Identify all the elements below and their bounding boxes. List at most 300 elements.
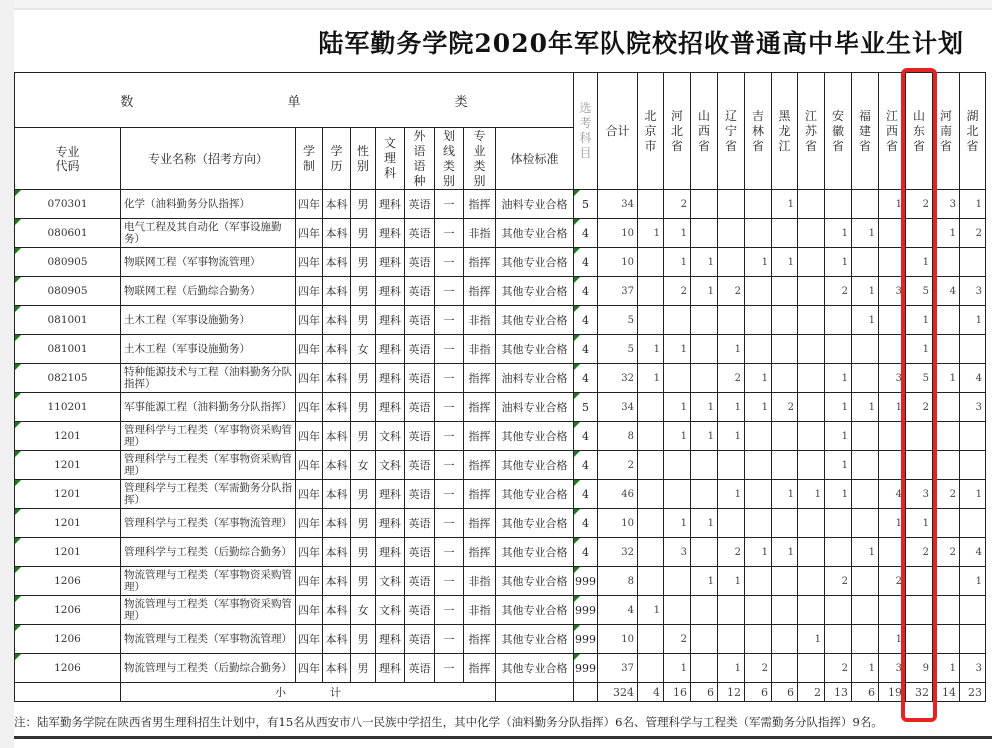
- header-xingbie: 性别: [351, 128, 376, 190]
- table-row: [15, 335, 986, 364]
- province-count-cell: 1: [906, 248, 933, 277]
- xueli-cell: 本科: [323, 248, 351, 277]
- province-count-cell: 1: [638, 364, 664, 393]
- huaxian-cell: 一: [435, 625, 464, 654]
- table-row: [15, 393, 986, 422]
- province-count-cell: [879, 219, 906, 248]
- zhuanye-cell: 非指: [464, 596, 496, 625]
- huaxian-cell: 一: [435, 480, 464, 509]
- header-province-hebei: 河北省: [664, 73, 691, 190]
- province-count-cell: [718, 190, 745, 219]
- subtotal-label: 小 计: [121, 683, 496, 702]
- subtotal-blank: [15, 683, 121, 702]
- zhuanye-cell: 指挥: [464, 364, 496, 393]
- province-count-cell: [825, 335, 852, 364]
- province-count-cell: 1: [664, 335, 691, 364]
- waiyu-cell: 英语: [405, 625, 435, 654]
- xingbie-cell: 男: [351, 364, 376, 393]
- code-cell: 081001: [15, 335, 121, 364]
- huaxian-cell: 一: [435, 567, 464, 596]
- province-count-cell: [852, 567, 879, 596]
- province-count-cell: [638, 422, 664, 451]
- province-count-cell: 3: [664, 538, 691, 567]
- xuezhi-cell: 四年: [296, 654, 323, 683]
- tijian-cell: 油料专业合格: [496, 190, 574, 219]
- huaxian-cell: 一: [435, 654, 464, 683]
- total-cell: 10: [598, 219, 638, 248]
- province-count-cell: [638, 393, 664, 422]
- total-cell: 2: [598, 451, 638, 480]
- province-count-cell: 1: [638, 596, 664, 625]
- xuankao-cell: 5: [574, 393, 598, 422]
- wenli-cell: 文科: [376, 596, 405, 625]
- waiyu-cell: 英语: [405, 538, 435, 567]
- code-cell: 081001: [15, 306, 121, 335]
- province-count-cell: [638, 654, 664, 683]
- waiyu-cell: 英语: [405, 248, 435, 277]
- xuezhi-cell: 四年: [296, 596, 323, 625]
- province-count-cell: 1: [745, 393, 772, 422]
- province-count-cell: [638, 277, 664, 306]
- province-count-cell: 1: [664, 654, 691, 683]
- province-count-cell: [718, 451, 745, 480]
- province-count-cell: 3: [960, 393, 986, 422]
- province-count-cell: 2: [718, 538, 745, 567]
- province-count-cell: [960, 625, 986, 654]
- waiyu-cell: 英语: [405, 422, 435, 451]
- waiyu-cell: 英语: [405, 277, 435, 306]
- code-cell: 1206: [15, 596, 121, 625]
- zhuanye-cell: 非指: [464, 567, 496, 596]
- waiyu-cell: 英语: [405, 654, 435, 683]
- wenli-cell: 理科: [376, 538, 405, 567]
- province-count-cell: 2: [933, 480, 960, 509]
- province-count-cell: 1: [906, 306, 933, 335]
- xueli-cell: 本科: [323, 335, 351, 364]
- province-count-cell: 1: [879, 625, 906, 654]
- province-count-cell: [933, 567, 960, 596]
- province-count-cell: [906, 596, 933, 625]
- province-count-cell: [960, 335, 986, 364]
- xueli-cell: 本科: [323, 190, 351, 219]
- xueli-cell: 本科: [323, 422, 351, 451]
- xuankao-cell: 4: [574, 335, 598, 364]
- subtotal-row: [15, 683, 986, 702]
- province-count-cell: [772, 422, 798, 451]
- subtotal-province-cell: 6: [852, 683, 879, 702]
- province-count-cell: [745, 277, 772, 306]
- table-row: [15, 509, 986, 538]
- tijian-cell: 其他专业合格: [496, 538, 574, 567]
- province-count-cell: 1: [906, 509, 933, 538]
- province-count-cell: 2: [906, 393, 933, 422]
- table-row: [15, 190, 986, 219]
- province-count-cell: 1: [691, 422, 718, 451]
- total-cell: 32: [598, 364, 638, 393]
- province-count-cell: 3: [879, 277, 906, 306]
- province-count-cell: [745, 335, 772, 364]
- subtotal-blank: [574, 683, 598, 702]
- name-cell: 管理科学与工程类（后勤综合勤务）: [121, 538, 296, 567]
- name-cell: 物流管理与工程类（军事物资采购管理）: [121, 596, 296, 625]
- name-cell: 物流管理与工程类（军事物资采购管理）: [121, 567, 296, 596]
- xueli-cell: 本科: [323, 306, 351, 335]
- province-count-cell: [933, 509, 960, 538]
- zhuanye-cell: 指挥: [464, 625, 496, 654]
- province-count-cell: 1: [718, 393, 745, 422]
- province-count-cell: [772, 509, 798, 538]
- name-cell: 物联网工程（军事物流管理）: [121, 248, 296, 277]
- province-count-cell: 1: [691, 277, 718, 306]
- province-count-cell: [798, 364, 825, 393]
- subtotal-province-cell: 23: [960, 683, 986, 702]
- code-cell: 070301: [15, 190, 121, 219]
- xuankao-cell: 4: [574, 480, 598, 509]
- huaxian-cell: 一: [435, 248, 464, 277]
- subtotal-province-cell: 2: [798, 683, 825, 702]
- province-count-cell: 3: [933, 190, 960, 219]
- province-count-cell: 2: [879, 567, 906, 596]
- xuezhi-cell: 四年: [296, 248, 323, 277]
- header-province-hubei: 湖北省: [960, 73, 986, 190]
- waiyu-cell: 英语: [405, 567, 435, 596]
- province-count-cell: 1: [664, 393, 691, 422]
- header-province-jilin: 吉林省: [745, 73, 772, 190]
- province-count-cell: 4: [960, 364, 986, 393]
- province-count-cell: [772, 625, 798, 654]
- huaxian-cell: 一: [435, 538, 464, 567]
- province-count-cell: 4: [960, 538, 986, 567]
- xuezhi-cell: 四年: [296, 451, 323, 480]
- province-count-cell: [772, 306, 798, 335]
- province-count-cell: [772, 364, 798, 393]
- province-count-cell: [798, 567, 825, 596]
- wenli-cell: 理科: [376, 625, 405, 654]
- province-count-cell: [906, 567, 933, 596]
- province-count-cell: [745, 509, 772, 538]
- wenli-cell: 理科: [376, 654, 405, 683]
- province-count-cell: 1: [691, 509, 718, 538]
- header-code: 专业 代码: [15, 128, 121, 190]
- province-count-cell: 2: [664, 277, 691, 306]
- province-count-cell: 1: [825, 422, 852, 451]
- province-count-cell: [718, 248, 745, 277]
- xuezhi-cell: 四年: [296, 219, 323, 248]
- name-cell: 化学（油料勤务分队指挥）: [121, 190, 296, 219]
- province-count-cell: 1: [798, 625, 825, 654]
- province-count-cell: [933, 451, 960, 480]
- province-count-cell: 5: [906, 364, 933, 393]
- huaxian-cell: 一: [435, 306, 464, 335]
- province-count-cell: 4: [933, 277, 960, 306]
- xuezhi-cell: 四年: [296, 190, 323, 219]
- tijian-cell: 其他专业合格: [496, 596, 574, 625]
- name-cell: 特种能源技术与工程（油料勤务分队指挥）: [121, 364, 296, 393]
- province-count-cell: [798, 277, 825, 306]
- province-count-cell: [960, 596, 986, 625]
- name-cell: 管理科学与工程类（军事物资采购管理）: [121, 451, 296, 480]
- huaxian-cell: 一: [435, 422, 464, 451]
- province-count-cell: 5: [906, 277, 933, 306]
- province-count-cell: [933, 422, 960, 451]
- header-province-shanxi: 山西省: [691, 73, 718, 190]
- province-count-cell: [960, 509, 986, 538]
- province-count-cell: 1: [638, 219, 664, 248]
- province-count-cell: [638, 306, 664, 335]
- province-count-cell: [933, 393, 960, 422]
- enrollment-plan-table: [14, 72, 986, 702]
- xueli-cell: 本科: [323, 219, 351, 248]
- province-count-cell: 1: [772, 248, 798, 277]
- xuezhi-cell: 四年: [296, 393, 323, 422]
- tijian-cell: 其他专业合格: [496, 306, 574, 335]
- xuankao-cell: 4: [574, 422, 598, 451]
- xuezhi-cell: 四年: [296, 480, 323, 509]
- province-count-cell: [852, 364, 879, 393]
- huaxian-cell: 一: [435, 451, 464, 480]
- province-count-cell: [664, 480, 691, 509]
- province-count-cell: 1: [745, 248, 772, 277]
- xingbie-cell: 男: [351, 538, 376, 567]
- waiyu-cell: 英语: [405, 364, 435, 393]
- wenli-cell: 文科: [376, 567, 405, 596]
- province-count-cell: [638, 625, 664, 654]
- header-tijian: 体检标准: [496, 128, 574, 190]
- province-count-cell: 1: [772, 538, 798, 567]
- province-count-cell: [638, 480, 664, 509]
- xueli-cell: 本科: [323, 480, 351, 509]
- xuankao-cell: 5: [574, 190, 598, 219]
- province-count-cell: [798, 538, 825, 567]
- province-count-cell: [718, 625, 745, 654]
- province-count-cell: [772, 451, 798, 480]
- province-count-cell: 1: [825, 480, 852, 509]
- province-count-cell: [852, 451, 879, 480]
- wenli-cell: 理科: [376, 335, 405, 364]
- name-cell: 物联网工程（后勤综合勤务）: [121, 277, 296, 306]
- header-band-1: 数: [120, 94, 134, 110]
- total-cell: 37: [598, 654, 638, 683]
- province-count-cell: [691, 306, 718, 335]
- province-count-cell: [933, 335, 960, 364]
- header-province-beijing: 北京市: [638, 73, 664, 190]
- header-band-3: 类: [454, 94, 468, 110]
- xueli-cell: 本科: [323, 654, 351, 683]
- name-cell: 物流管理与工程类（军事物流管理）: [121, 625, 296, 654]
- zhuanye-cell: 指挥: [464, 277, 496, 306]
- province-count-cell: [691, 451, 718, 480]
- tijian-cell: 其他专业合格: [496, 567, 574, 596]
- wenli-cell: 文科: [376, 451, 405, 480]
- page-margin: [0, 0, 14, 748]
- province-count-cell: [772, 654, 798, 683]
- document-sheet: [14, 8, 992, 748]
- tijian-cell: 其他专业合格: [496, 625, 574, 654]
- subtotal-province-cell: 12: [718, 683, 745, 702]
- province-count-cell: 2: [825, 654, 852, 683]
- province-count-cell: 2: [664, 625, 691, 654]
- province-count-cell: [852, 190, 879, 219]
- province-count-cell: [745, 422, 772, 451]
- province-count-cell: 1: [852, 219, 879, 248]
- header-xueli: 学历: [323, 128, 351, 190]
- province-count-cell: [798, 509, 825, 538]
- province-count-cell: 2: [825, 567, 852, 596]
- province-count-cell: [718, 306, 745, 335]
- province-count-cell: 1: [664, 219, 691, 248]
- province-count-cell: 1: [879, 509, 906, 538]
- province-count-cell: [664, 596, 691, 625]
- province-count-cell: 1: [772, 480, 798, 509]
- province-count-cell: [879, 596, 906, 625]
- province-count-cell: 1: [879, 393, 906, 422]
- code-cell: 1201: [15, 509, 121, 538]
- province-count-cell: 1: [960, 567, 986, 596]
- code-cell: 1206: [15, 625, 121, 654]
- table-row: [15, 567, 986, 596]
- province-count-cell: [798, 422, 825, 451]
- province-count-cell: [745, 306, 772, 335]
- zhuanye-cell: 指挥: [464, 422, 496, 451]
- xuankao-cell: 4: [574, 364, 598, 393]
- province-count-cell: [745, 480, 772, 509]
- province-count-cell: [933, 306, 960, 335]
- province-count-cell: 1: [825, 248, 852, 277]
- province-count-cell: 9: [906, 654, 933, 683]
- xuezhi-cell: 四年: [296, 538, 323, 567]
- province-count-cell: [825, 190, 852, 219]
- province-count-cell: [664, 567, 691, 596]
- province-count-cell: [879, 248, 906, 277]
- tijian-cell: 其他专业合格: [496, 654, 574, 683]
- xueli-cell: 本科: [323, 364, 351, 393]
- province-count-cell: [772, 567, 798, 596]
- province-count-cell: 1: [933, 654, 960, 683]
- name-cell: 管理科学与工程类（军事物流管理）: [121, 509, 296, 538]
- xingbie-cell: 男: [351, 480, 376, 509]
- tijian-cell: 其他专业合格: [496, 277, 574, 306]
- province-count-cell: [825, 538, 852, 567]
- total-cell: 34: [598, 393, 638, 422]
- xueli-cell: 本科: [323, 451, 351, 480]
- name-cell: 物流管理与工程类（后勤综合勤务）: [121, 654, 296, 683]
- province-count-cell: [691, 364, 718, 393]
- zhuanye-cell: 指挥: [464, 509, 496, 538]
- province-count-cell: [879, 335, 906, 364]
- province-count-cell: [718, 219, 745, 248]
- table-row: [15, 277, 986, 306]
- waiyu-cell: 英语: [405, 219, 435, 248]
- waiyu-cell: 英语: [405, 306, 435, 335]
- province-count-cell: [798, 219, 825, 248]
- province-count-cell: [638, 538, 664, 567]
- table-row: [15, 219, 986, 248]
- province-count-cell: 1: [852, 393, 879, 422]
- province-count-cell: 1: [852, 654, 879, 683]
- header-province-jiangxi: 江西省: [879, 73, 906, 190]
- province-count-cell: [691, 538, 718, 567]
- tijian-cell: 油料专业合格: [496, 364, 574, 393]
- province-count-cell: 1: [852, 538, 879, 567]
- name-cell: 电气工程及其自动化（军事设施勤务）: [121, 219, 296, 248]
- xuankao-cell: 4: [574, 248, 598, 277]
- xingbie-cell: 女: [351, 596, 376, 625]
- wenli-cell: 理科: [376, 190, 405, 219]
- code-cell: 1201: [15, 538, 121, 567]
- province-count-cell: [691, 654, 718, 683]
- header-zhuanye: 专业类别: [464, 128, 496, 190]
- xuankao-cell: 999: [574, 596, 598, 625]
- xuankao-cell: 4: [574, 277, 598, 306]
- header-province-shandong: 山东省: [906, 73, 933, 190]
- province-count-cell: [852, 480, 879, 509]
- name-cell: 土木工程（军事设施勤务）: [121, 335, 296, 364]
- table-row: [15, 596, 986, 625]
- wenli-cell: 理科: [376, 364, 405, 393]
- tijian-cell: 其他专业合格: [496, 335, 574, 364]
- header-huaxian: 划线类别: [435, 128, 464, 190]
- province-count-cell: 1: [638, 335, 664, 364]
- province-count-cell: [772, 335, 798, 364]
- name-cell: 土木工程（军事设施勤务）: [121, 306, 296, 335]
- province-count-cell: [825, 625, 852, 654]
- province-count-cell: 1: [960, 480, 986, 509]
- province-count-cell: [745, 219, 772, 248]
- province-count-cell: [638, 509, 664, 538]
- tijian-cell: 其他专业合格: [496, 248, 574, 277]
- province-count-cell: [960, 451, 986, 480]
- waiyu-cell: 英语: [405, 393, 435, 422]
- xuezhi-cell: 四年: [296, 277, 323, 306]
- province-count-cell: [745, 451, 772, 480]
- code-cell: 080905: [15, 277, 121, 306]
- xingbie-cell: 女: [351, 335, 376, 364]
- xuezhi-cell: 四年: [296, 306, 323, 335]
- table-row: [15, 306, 986, 335]
- province-count-cell: [745, 596, 772, 625]
- province-count-cell: [798, 190, 825, 219]
- province-count-cell: [798, 393, 825, 422]
- name-cell: 军事能源工程（油料勤务分队指挥）: [121, 393, 296, 422]
- header-xuankao: 选考科目: [574, 73, 598, 190]
- zhuanye-cell: 指挥: [464, 480, 496, 509]
- xingbie-cell: 男: [351, 509, 376, 538]
- province-count-cell: [798, 248, 825, 277]
- xingbie-cell: 男: [351, 567, 376, 596]
- province-count-cell: [798, 596, 825, 625]
- province-count-cell: [718, 509, 745, 538]
- xingbie-cell: 男: [351, 393, 376, 422]
- province-count-cell: [798, 306, 825, 335]
- code-cell: 1206: [15, 567, 121, 596]
- province-count-cell: 1: [906, 335, 933, 364]
- xuezhi-cell: 四年: [296, 335, 323, 364]
- province-count-cell: 1: [664, 248, 691, 277]
- document-title: 陆军勤务学院2020年军队院校招收普通高中毕业生计划: [318, 29, 964, 58]
- code-cell: 1201: [15, 480, 121, 509]
- total-cell: 37: [598, 277, 638, 306]
- subtotal-province-cell: 19: [879, 683, 906, 702]
- province-count-cell: 1: [664, 422, 691, 451]
- wenli-cell: 理科: [376, 277, 405, 306]
- waiyu-cell: 英语: [405, 190, 435, 219]
- province-count-cell: [798, 335, 825, 364]
- subtotal-total: 324: [598, 683, 638, 702]
- wenli-cell: 理科: [376, 480, 405, 509]
- waiyu-cell: 英语: [405, 480, 435, 509]
- code-cell: 082105: [15, 364, 121, 393]
- province-count-cell: 1: [933, 219, 960, 248]
